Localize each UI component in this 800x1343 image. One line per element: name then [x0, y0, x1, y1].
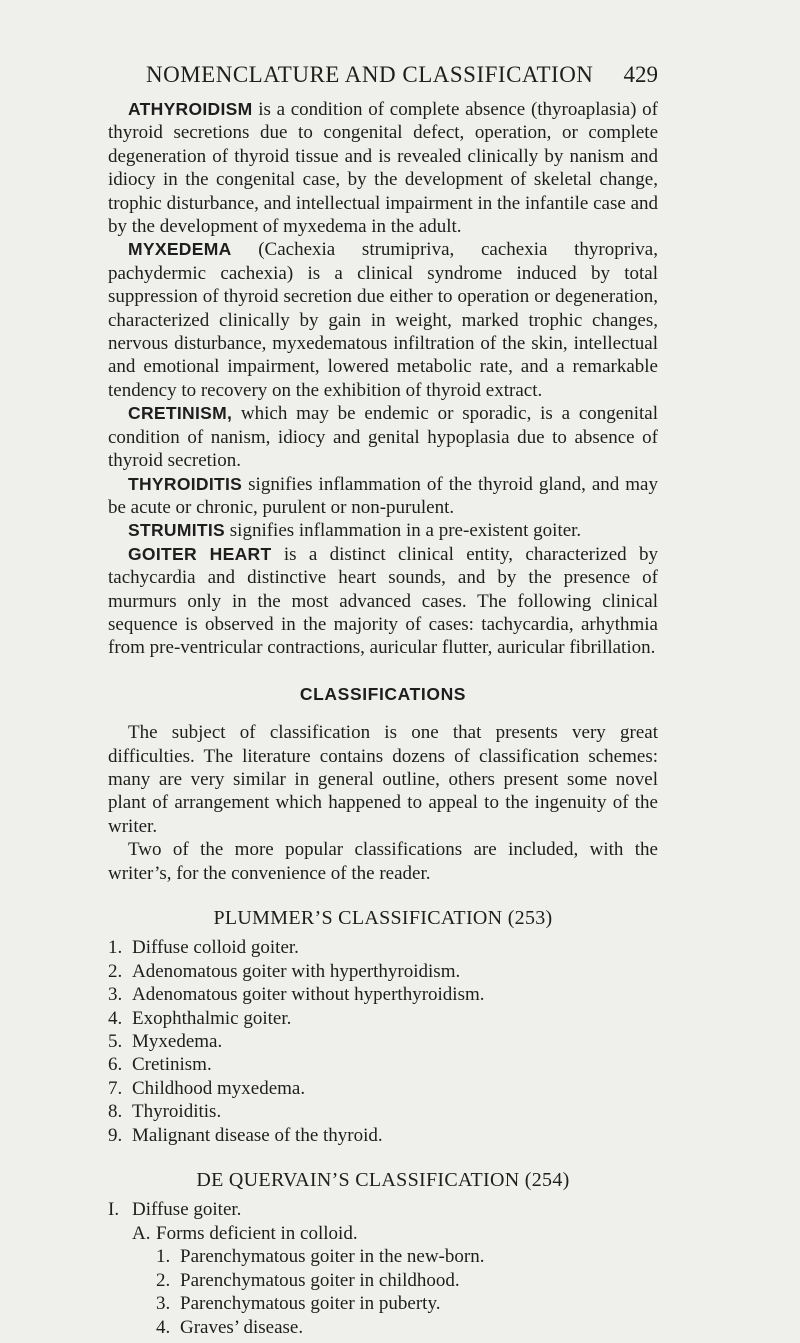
definition-text: which may be endemic or sporadic, is a congenital condition of nanism, idiocy and genital hypoplasia due to absence of thyroid secretion. — [108, 403, 658, 472]
item-text: Diffuse colloid goiter. — [132, 937, 299, 959]
term-strumitis: STRUMITIS — [128, 520, 226, 541]
dequervain-list — [108, 1198, 658, 1338]
definition-myxedema — [108, 238, 658, 402]
definition-text: is a condition of complete absence (thyroaplasia) of thyroid secretions due to congenital defect, operation, or complete degeneration of thyroid tissue and is revealed clinically by nanism and idiocy in the congenital case, by the development of skeletal change, trophic disturbance, and intellectual impairment in the infantile case and by the development of myxedema in the adult. — [108, 99, 658, 238]
item-number: 4. — [108, 1007, 123, 1029]
list-item — [108, 1100, 658, 1123]
item-text: Exophthalmic goiter. — [132, 1007, 292, 1029]
definition-text: signifies inflammation of the thyroid gland, and may be acute or chronic, purulent or non-purulent. — [108, 473, 658, 518]
definition-athyroidism — [108, 98, 658, 238]
item-text: Childhood myxedema. — [132, 1077, 306, 1099]
definition-cretinism — [108, 402, 658, 472]
list-item — [108, 960, 658, 983]
running-title: NOMENCLATURE AND CLASSIFICATION — [146, 62, 594, 87]
definition-thyroiditis — [108, 473, 658, 520]
item-text: Adenomatous goiter with hyperthyroidism. — [132, 960, 461, 982]
item-number: 2. — [156, 1269, 171, 1291]
list-item — [108, 1316, 658, 1339]
item-number: 3. — [108, 984, 123, 1006]
item-text: Diffuse goiter. — [132, 1199, 242, 1221]
definition-strumitis — [108, 519, 658, 542]
dequervain-heading: DE QUERVAIN’S CLASSIFICATION (254) — [196, 1169, 570, 1192]
list-item — [108, 983, 658, 1006]
item-text: Thyroiditis. — [132, 1101, 222, 1123]
list-item — [108, 1053, 658, 1076]
item-number: A. — [132, 1222, 151, 1244]
term-thyroiditis: THYROIDITIS — [128, 473, 243, 494]
term-cretinism: CRETINISM, — [128, 403, 233, 424]
item-number: 3. — [156, 1293, 171, 1315]
list-item-roman — [108, 1198, 658, 1221]
list-item — [108, 1007, 658, 1030]
term-athyroidism: ATHYROIDISM — [128, 99, 253, 119]
page-number: 429 — [623, 62, 658, 87]
item-number: 8. — [108, 1101, 123, 1123]
item-text: Malignant disease of the thyroid. — [132, 1124, 383, 1146]
definition-text: signifies inflammation in a pre-existent goiter. — [225, 520, 582, 542]
definition-text: is a distinct clinical entity, characterized by tachycardia and distinctive heart sounds, and by the presence of murmurs only in the most advanced cases. The following clinical sequence is observed in the majority of cases: tachycardia, arhythmia from pre-ventricular contractions, auricular flutter, auricular fibrillation. — [108, 543, 659, 659]
item-text: Myxedema. — [132, 1031, 223, 1053]
list-item — [108, 936, 658, 959]
list-item — [108, 1124, 658, 1147]
item-text: Parenchymatous goiter in puberty. — [180, 1293, 441, 1315]
plummer-list — [108, 936, 658, 1147]
classifications-paragraph: The subject of classification is one that presents very great difficulties. The literature contains dozens of classification schemes: many are very similar in general outline, others present some novel plant of arrangement which happened to appeal to the ingenuity of the writer. — [108, 722, 658, 837]
item-text: Cretinism. — [132, 1054, 212, 1076]
classifications-paragraph: Two of the more popular classifications are included, with the writer’s, for the convenience of the reader. — [108, 839, 658, 884]
item-number: 1. — [108, 937, 123, 959]
list-item-letter — [108, 1222, 658, 1245]
item-text: Parenchymatous goiter in the new-born. — [180, 1246, 485, 1268]
running-head — [146, 62, 658, 92]
list-item — [108, 1030, 658, 1053]
item-text: Forms deficient in colloid. — [156, 1222, 358, 1244]
classifications-heading: CLASSIFICATIONS — [299, 683, 467, 704]
item-number: 5. — [108, 1031, 123, 1053]
plummer-heading: PLUMMER’S CLASSIFICATION (253) — [213, 907, 553, 929]
body-text — [108, 98, 658, 1339]
list-item — [108, 1292, 658, 1315]
item-text: Adenomatous goiter without hyperthyroidism. — [132, 984, 485, 1006]
list-item — [108, 1245, 658, 1268]
term-goiter-heart: GOITER HEART — [128, 543, 272, 564]
item-number: 2. — [108, 960, 123, 982]
item-text: Parenchymatous goiter in childhood. — [180, 1269, 460, 1291]
definition-text: (Cachexia strumipriva, cachexia thyropriva, pachydermic cachexia) is a clinical syndrome induced by total suppression of thyroid secretion due either to operation or degeneration, characterized clinically by gain in weight, marked trophic changes, nervous disturbance, myxedematous infiltration of the skin, intellectual and emotional impairment, lowered metabolic rate, and a remarkable tendency to recovery on the exhibition of thyroid extract. — [108, 239, 658, 401]
item-number: 9. — [108, 1124, 123, 1146]
term-myxedema: MYXEDEMA — [128, 239, 232, 260]
item-text: Graves’ disease. — [180, 1316, 304, 1338]
definition-goiter-heart — [108, 543, 658, 660]
list-item — [108, 1077, 658, 1100]
item-number: 4. — [156, 1316, 171, 1338]
list-item — [108, 1269, 658, 1292]
item-number: I. — [108, 1199, 120, 1221]
item-number: 7. — [108, 1077, 123, 1099]
item-number: 1. — [156, 1246, 171, 1268]
item-number: 6. — [108, 1054, 123, 1076]
